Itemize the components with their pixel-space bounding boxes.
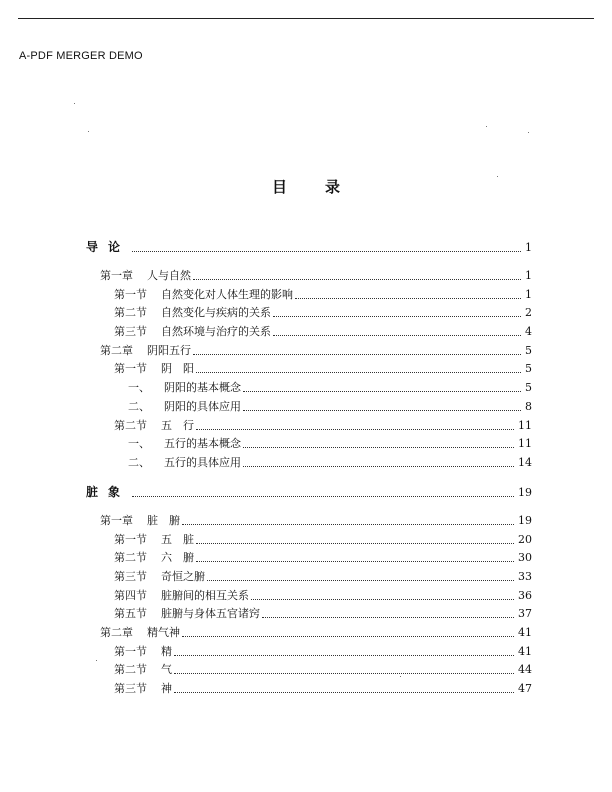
toc-entry-number: 二、: [128, 456, 150, 469]
toc-entry-page: 2: [525, 306, 532, 319]
toc-entry-title: 脏 腑: [147, 514, 180, 527]
scan-speck: [74, 103, 75, 104]
toc-entry-title: 自然变化与疾病的关系: [161, 306, 271, 319]
toc-entry-section: [114, 589, 532, 603]
scan-speck: [96, 660, 97, 661]
toc-entry-label: [114, 663, 172, 677]
toc-entry-label: [114, 589, 249, 603]
toc-entry-page: 37: [518, 607, 532, 620]
toc-entry-label: [100, 626, 180, 640]
toc-entry-page: 36: [518, 589, 532, 602]
toc-entry-number: 第三节: [114, 325, 147, 338]
toc-entry-page: 33: [518, 570, 532, 583]
toc-entry-chapter: [100, 269, 532, 283]
toc-entry-title: 人与自然: [147, 269, 191, 282]
toc-entry-page: 19: [518, 486, 532, 499]
toc-entry-label: [100, 269, 191, 283]
toc-entry-part: [86, 485, 532, 500]
dot-leader: [196, 560, 514, 562]
scan-speck: [497, 176, 498, 177]
toc-entry-title: 阴阳五行: [147, 344, 191, 357]
toc-entry-label: [114, 607, 260, 621]
toc-entry-label: [114, 362, 194, 376]
toc-entry-page: 14: [518, 456, 532, 469]
toc-entry-label: [100, 344, 191, 358]
toc-entry-label: [128, 400, 241, 414]
page-title: 目录: [271, 178, 378, 196]
toc-entry-title: 阴 阳: [161, 362, 194, 375]
toc-entry-section: [114, 645, 532, 659]
dot-leader: [243, 446, 514, 448]
toc-entry-page: 1: [525, 269, 532, 282]
toc-entry-number: 第一节: [114, 362, 147, 375]
toc-entry-page: 5: [525, 344, 532, 357]
toc-entry-number: 一、: [128, 437, 150, 450]
toc-entry-title: 五行的具体应用: [164, 456, 241, 469]
toc-entry-number: 第二章: [100, 344, 133, 357]
dot-leader: [174, 654, 514, 656]
dot-leader: [182, 635, 514, 637]
toc-entry-title: 神: [161, 682, 172, 695]
scan-speck: [88, 131, 89, 132]
toc-entry-title: 脏腑与身体五官诸窍: [161, 607, 260, 620]
toc-entry-page: 1: [525, 288, 532, 301]
toc-entry-label: [128, 456, 241, 470]
dot-leader: [251, 598, 514, 600]
toc-entry-page: 11: [518, 437, 532, 450]
toc-entry-title: 精: [161, 645, 172, 658]
toc-entry-label: [128, 437, 241, 451]
toc-entry-title: 五 行: [161, 419, 194, 432]
toc-entry-label: [114, 306, 271, 320]
toc-entry-sub: [128, 381, 532, 395]
scan-speck: [400, 676, 401, 677]
toc-entry-label: [128, 381, 241, 395]
toc-entry-section: [114, 419, 532, 433]
scan-speck: [528, 132, 529, 133]
toc-entry-number: 第一章: [100, 514, 133, 527]
toc-entry-label: [86, 240, 130, 254]
toc-entry-number: 第一章: [100, 269, 133, 282]
toc-entry-sub: [128, 456, 532, 470]
dot-leader: [182, 523, 514, 525]
toc-entry-page: 30: [518, 551, 532, 564]
toc-entry-section: [114, 362, 532, 376]
toc-entry-section: [114, 288, 532, 302]
toc-entry-label: [114, 288, 293, 302]
toc-entry-title: 五 脏: [161, 533, 194, 546]
toc-entry-number: 第五节: [114, 607, 147, 620]
toc-entry-page: 4: [525, 325, 532, 338]
dot-leader: [196, 542, 514, 544]
dot-leader: [273, 334, 521, 336]
toc-entry-page: 47: [518, 682, 532, 695]
toc-entry-section: [114, 306, 532, 320]
toc-entry-page: 20: [518, 533, 532, 546]
toc-entry-label: [100, 514, 180, 528]
toc-entry-number: 第四节: [114, 589, 147, 602]
toc-entry-sub: [128, 400, 532, 414]
dot-leader: [273, 315, 521, 317]
toc-entry-page: 44: [518, 663, 532, 676]
toc-entry-number: 第三节: [114, 570, 147, 583]
dot-leader: [174, 691, 514, 693]
toc-entry-section: [114, 551, 532, 565]
toc-entry-section: [114, 607, 532, 621]
toc-entry-title: 自然变化对人体生理的影响: [161, 288, 293, 301]
toc-entry-page: 1: [525, 241, 532, 254]
toc-entry-chapter: [100, 626, 532, 640]
dot-leader: [243, 390, 521, 392]
toc-entry-section: [114, 325, 532, 339]
dot-leader: [174, 672, 514, 674]
toc-entry-page: 11: [518, 419, 532, 432]
toc-entry-part: [86, 240, 532, 255]
toc-entry-page: 41: [518, 626, 532, 639]
dot-leader: [243, 409, 521, 411]
toc-entry-label: [114, 645, 172, 659]
dot-leader: [196, 371, 521, 373]
toc-entry-title: 阴阳的具体应用: [164, 400, 241, 413]
toc-entry-number: 第二章: [100, 626, 133, 639]
toc-entry-number: 第三节: [114, 682, 147, 695]
dot-leader: [132, 495, 514, 497]
toc-entry-sub: [128, 437, 532, 451]
toc-entry-chapter: [100, 514, 532, 528]
toc-entry-title: 脏象: [86, 485, 131, 499]
toc-entry-label: [114, 325, 271, 339]
toc-entry-page: 5: [525, 381, 532, 394]
toc-entry-label: [114, 419, 194, 433]
dot-leader: [262, 616, 514, 618]
toc-entry-page: 19: [518, 514, 532, 527]
dot-leader: [132, 250, 521, 252]
toc-entry-number: 第一节: [114, 645, 147, 658]
toc-entry-label: [114, 570, 205, 584]
toc-entry-number: 第一节: [114, 533, 147, 546]
toc-entry-title: 奇恒之腑: [161, 570, 205, 583]
toc-entry-number: 第二节: [114, 306, 147, 319]
toc-entry-title: 自然环境与治疗的关系: [161, 325, 271, 338]
toc-entry-section: [114, 682, 532, 696]
dot-leader: [193, 278, 521, 280]
watermark-text: A-PDF MERGER DEMO: [19, 50, 143, 62]
dot-leader: [196, 428, 514, 430]
toc-entry-title: 气: [161, 663, 172, 676]
dot-leader: [193, 353, 521, 355]
toc-entry-number: 第二节: [114, 419, 147, 432]
toc-entry-number: 二、: [128, 400, 150, 413]
toc-entry-number: 第二节: [114, 663, 147, 676]
toc-entry-page: 41: [518, 645, 532, 658]
toc-entry-page: 5: [525, 362, 532, 375]
toc-entry-number: 第二节: [114, 551, 147, 564]
toc-entry-title: 精气神: [147, 626, 180, 639]
toc-entry-title: 六 腑: [161, 551, 194, 564]
dot-leader: [207, 579, 514, 581]
toc-entry-number: 一、: [128, 381, 150, 394]
toc-entry-label: [86, 485, 130, 499]
toc-entry-page: 8: [525, 400, 532, 413]
toc-entry-chapter: [100, 344, 532, 358]
toc-entry-label: [114, 551, 194, 565]
toc-entry-section: [114, 570, 532, 584]
dot-leader: [295, 297, 521, 299]
toc-entry-section: [114, 663, 532, 677]
toc-entry-title: 脏腑间的相互关系: [161, 589, 249, 602]
dot-leader: [243, 465, 514, 467]
toc-entry-section: [114, 533, 532, 547]
toc-entry-number: 第一节: [114, 288, 147, 301]
scan-speck: [486, 126, 487, 127]
toc-entry-title: 五行的基本概念: [164, 437, 241, 450]
toc-entry-title: 导论: [86, 240, 131, 254]
toc-entry-title: 阴阳的基本概念: [164, 381, 241, 394]
toc-entry-label: [114, 682, 172, 696]
toc-entry-label: [114, 533, 194, 547]
